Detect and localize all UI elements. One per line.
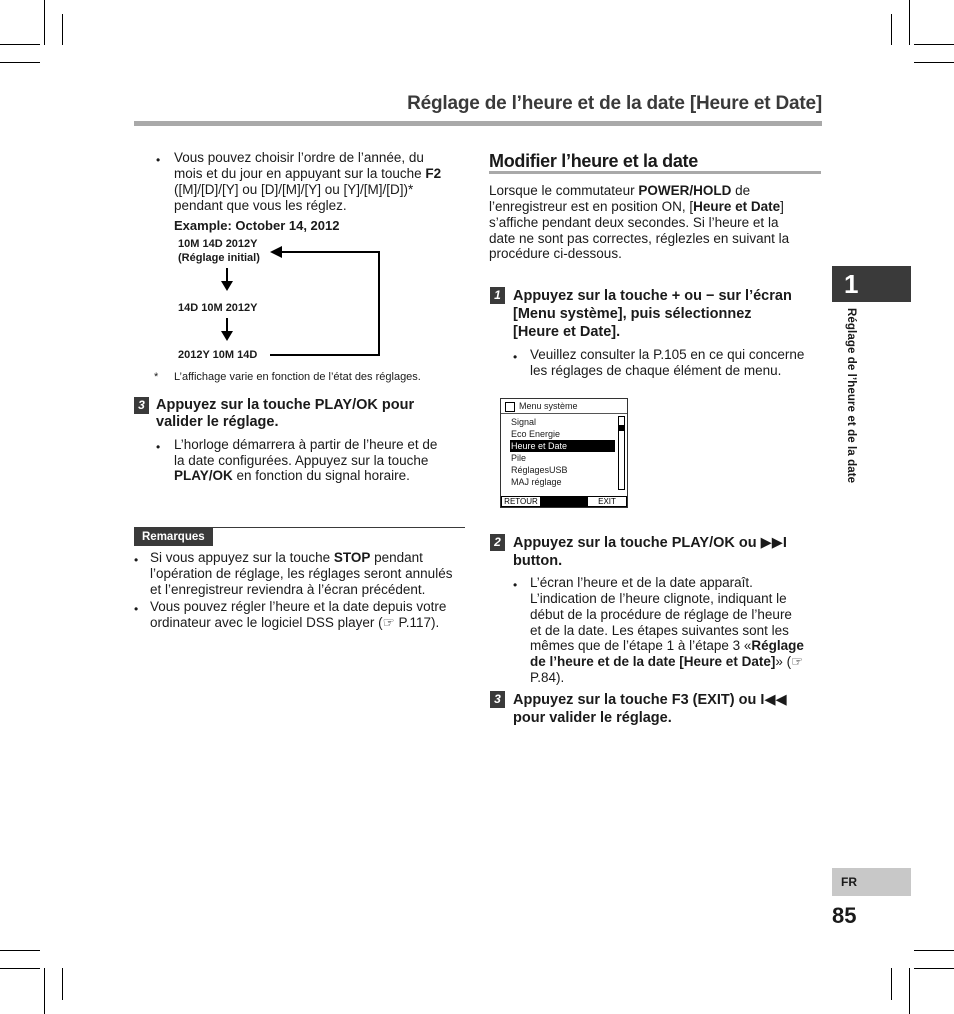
language-label: FR xyxy=(841,875,857,889)
step-bullet-line xyxy=(530,654,803,670)
section-rule xyxy=(489,171,821,174)
reference-label: de l’heure et de la date [Heure et Date] xyxy=(530,654,776,669)
step-bullet-line: début de la procédure de réglage de l’heure xyxy=(530,607,792,622)
step-number: 3 xyxy=(490,691,505,708)
step-instruction: button. xyxy=(513,553,563,569)
menu-item[interactable]: RéglagesUSB xyxy=(511,465,568,475)
text: Lorsque le commutateur xyxy=(489,183,639,198)
step-number: 3 xyxy=(134,397,149,414)
crop-mark xyxy=(62,14,63,45)
key-label: Heure et Date xyxy=(693,199,781,214)
remarks-tag: Remarques xyxy=(134,528,213,546)
step-bullet-line: L’indication de l’heure clignote, indiquant le xyxy=(530,591,787,606)
step-instruction xyxy=(513,534,787,552)
bullet-order-line: Vous pouvez choisir l’ordre de l’année, du xyxy=(174,150,424,165)
intro-line: s’affiche pendant deux secondes. Si l’heure et la xyxy=(489,215,779,230)
remark-line: l’opération de réglage, les réglages seront annulés xyxy=(150,566,453,581)
format-initial-note: (Réglage initial) xyxy=(178,252,260,264)
bullet-char: • xyxy=(513,350,518,364)
menu-item[interactable]: MAJ réglage xyxy=(511,477,562,487)
step-instruction xyxy=(513,691,787,709)
key-label: POWER/HOLD xyxy=(638,183,732,198)
text: ou ▶▶I xyxy=(734,535,787,551)
exit-softkey[interactable]: EXIT xyxy=(588,497,626,506)
remark-line xyxy=(150,550,423,566)
text: mois et du jour en appuyant sur la touche xyxy=(174,166,426,181)
crop-mark xyxy=(914,950,954,951)
loop-arrow-icon xyxy=(270,246,384,360)
step-bullet-line: P.84). xyxy=(530,670,565,685)
arrow-down-stem xyxy=(226,268,228,282)
text: Appuyez sur la touche xyxy=(513,535,672,551)
device-screen xyxy=(500,398,628,508)
bullet-order-line: ([M]/[D]/[Y] ou [D]/[M]/[Y] ou [Y]/[M]/[D])* xyxy=(174,182,414,197)
crop-mark xyxy=(44,968,45,1014)
menu-item[interactable]: Signal xyxy=(511,417,537,427)
text: mêmes que de l’étape 1 à l’étape 3 « xyxy=(530,638,752,653)
step-bullet-line: les réglages de chaque élément de menu. xyxy=(530,363,782,378)
step-instruction: valider le réglage. xyxy=(156,414,279,430)
crop-mark xyxy=(44,0,45,45)
text: ) ou I◀◀ xyxy=(729,692,787,708)
key-label: F2 xyxy=(425,166,442,181)
step-number: 1 xyxy=(490,287,505,304)
footnote: L’affichage varie en fonction de l’état des réglages. xyxy=(174,371,421,383)
step-instruction: Appuyez sur la touche + ou − sur l’écran xyxy=(513,288,792,304)
bullet-char: • xyxy=(156,153,161,167)
text: Appuyez sur la touche xyxy=(156,397,315,413)
crop-mark xyxy=(0,44,40,45)
crop-mark xyxy=(909,968,910,1014)
language-tab xyxy=(832,868,911,896)
step-bullet-line xyxy=(530,638,804,654)
crop-mark xyxy=(891,14,892,45)
intro-line xyxy=(489,183,750,199)
section-title: Modifier l’heure et la date xyxy=(489,151,698,171)
step-instruction: [Menu système], puis sélectionnez xyxy=(513,306,752,322)
text: l’enregistreur est en position ON, [ xyxy=(489,199,694,214)
crop-mark xyxy=(891,968,892,1000)
step-instruction: pour valider le réglage. xyxy=(513,710,672,726)
header-rule xyxy=(134,121,822,126)
bullet-char: • xyxy=(134,602,139,616)
format-second: 14D 10M 2012Y xyxy=(178,302,258,314)
step-bullet-line: Veuillez consulter la P.105 en ce qui concerne xyxy=(530,347,805,362)
text: ] xyxy=(780,199,784,214)
intro-line: date ne sont pas correctes, réglezles en suivant la xyxy=(489,231,790,246)
crop-mark xyxy=(62,968,63,1000)
text: Appuyez sur la touche xyxy=(513,692,672,708)
format-third: 2012Y 10M 14D xyxy=(178,349,258,361)
arrow-down-icon xyxy=(221,281,233,291)
step-instruction xyxy=(156,396,414,414)
step-number: 2 xyxy=(490,534,505,551)
key-label: STOP xyxy=(333,550,371,565)
intro-line xyxy=(489,199,784,215)
bullet-order-line: pendant que vous les réglez. xyxy=(174,198,347,213)
key-label: EXIT xyxy=(697,692,730,708)
remark-line: ordinateur avec le logiciel DSS player (☞ P.117). xyxy=(150,615,440,630)
screen-title: Menu système xyxy=(519,401,578,411)
screen-divider xyxy=(501,413,627,414)
menu-folder-icon xyxy=(505,402,515,412)
key-label: PLAY/OK xyxy=(174,468,233,483)
chapter-tab xyxy=(832,266,911,302)
crop-mark xyxy=(909,0,910,45)
arrow-down-stem xyxy=(226,318,228,332)
crop-mark xyxy=(0,968,40,969)
key-label: PLAY/OK xyxy=(671,535,735,551)
arrow-down-icon xyxy=(221,331,233,341)
chapter-side-title: Réglage de l’heure et de la date xyxy=(845,308,857,484)
menu-item[interactable]: Pile xyxy=(511,453,527,463)
text: pour xyxy=(377,397,415,413)
crop-mark xyxy=(0,62,40,63)
text: de xyxy=(731,183,751,198)
step-bullet-line: L’horloge démarrera à partir de l’heure et de xyxy=(174,437,438,452)
format-initial: 10M 14D 2012Y xyxy=(178,238,258,250)
scrollbar-thumb[interactable] xyxy=(619,425,624,431)
bullet-char: • xyxy=(134,553,139,567)
text: Si vous appuyez sur la touche xyxy=(150,550,334,565)
crop-mark xyxy=(914,44,954,45)
text: pendant xyxy=(370,550,423,565)
step-bullet-line xyxy=(174,468,410,484)
menu-item-selected[interactable]: Heure et Date xyxy=(510,440,615,452)
step-bullet-line: et de la date. Les étapes suivantes sont les xyxy=(530,623,789,638)
chapter-number: 1 xyxy=(844,269,859,299)
crop-mark xyxy=(0,950,40,951)
scrollbar[interactable] xyxy=(618,416,625,490)
bullet-char: • xyxy=(156,440,161,454)
crop-mark xyxy=(914,62,954,63)
remark-line: et l’enregistreur reviendra à l’écran précédent. xyxy=(150,582,426,597)
crop-mark xyxy=(914,968,954,969)
key-label: PLAY/OK xyxy=(314,397,378,413)
reference-label: Réglage xyxy=(751,638,804,653)
footnote-mark: * xyxy=(154,371,159,383)
text: en fonction du signal horaire. xyxy=(232,468,410,483)
back-softkey[interactable]: RETOUR xyxy=(502,497,540,506)
step-bullet-line: L’écran l’heure et de la date apparaît. xyxy=(530,575,753,590)
page-number: 85 xyxy=(832,903,857,928)
step-bullet-line: la date configurées. Appuyez sur la touche xyxy=(174,453,429,468)
menu-item[interactable]: Eco Energie xyxy=(511,429,561,439)
text: » (☞ xyxy=(775,654,804,669)
example-label: Example: October 14, 2012 xyxy=(174,218,340,233)
bullet-order-line xyxy=(174,166,441,182)
bullet-char: • xyxy=(513,578,518,592)
text: ( xyxy=(688,692,698,708)
page-header-title: Réglage de l’heure et de la date [Heure et Date] xyxy=(407,93,822,114)
key-label: F3 xyxy=(671,692,689,708)
step-instruction: [Heure et Date]. xyxy=(513,324,621,340)
intro-line: procédure ci-dessous. xyxy=(489,246,622,261)
remark-line: Vous pouvez régler l’heure et la date depuis votre xyxy=(150,599,447,614)
